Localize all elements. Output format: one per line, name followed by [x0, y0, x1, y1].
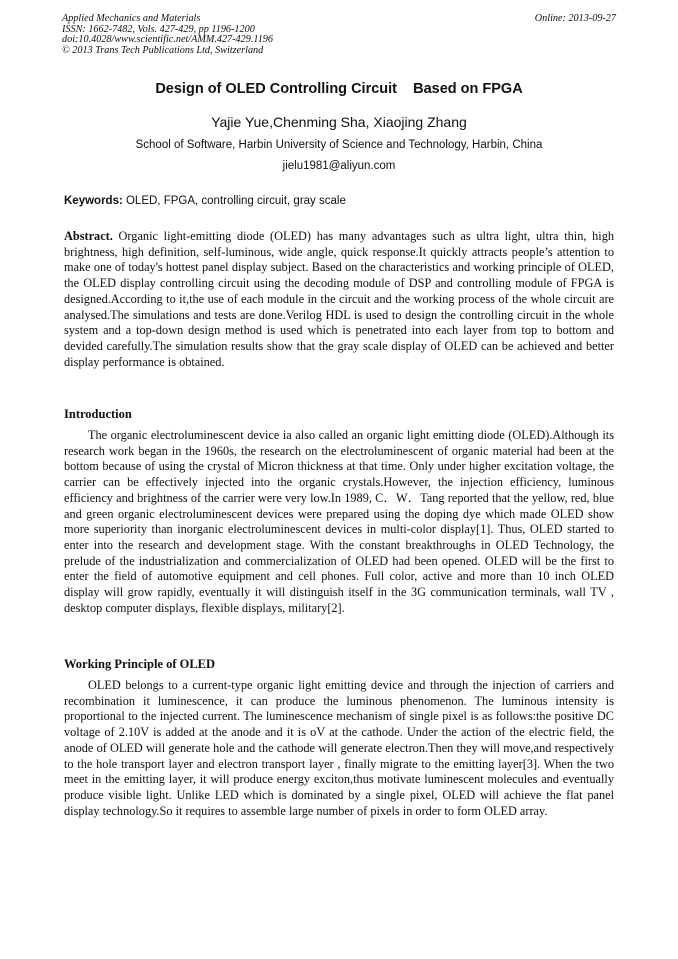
paper-affiliation: School of Software, Harbin University of Science and Technology, Harbin, China	[135, 139, 543, 151]
doi-line: doi:10.4028/www.scientific.net/AMM.427-429.1196	[62, 34, 273, 46]
paper-authors: Yajie Yue,Chenming Sha, Xiaojing Zhang	[211, 114, 467, 130]
section-paragraph-introduction: The organic electroluminescent device ia also called an organic light emitting diode (OLED).Although its research work began in the 1960s, the research on the electroluminescent of organic material had been at the bottom because of using the crystal of Micron thickness at that time. Only under higher excitation voltage, the carrier can be effectively injected into the organic crystals.However, the injection efficiency, luminous efficiency and brightness of the carrier were very low.In 1989, C．W．Tang reported that the yellow, red, blue and green organic electroluminescent devices were prepared using the doping dye which made OLED show more superiority than inorganic electroluminescent devices in multi-color display[1]. Thus, OLED started to enter into the research and development stage. With the constant breakthroughs in OLED Technology, the prelude of the industrialization and commercialization of OLED had been opened. OLED will be the first to enter the field of automotive equipment and cell phones. Full color, active and more than 10 inch OLED display will grow rapidly, eventually it will distinguish itself in the 3G communication terminals, wall TV , desktop computer displays, flexible displays, military[2].	[64, 428, 614, 615]
author-email: jielu1981@aliyun.com	[282, 160, 396, 172]
online-date: Online: 2013-09-27	[534, 13, 616, 24]
section-heading-working-principle: Working Principle of OLED	[64, 657, 216, 671]
keywords	[64, 195, 614, 207]
keywords-text: OLED, FPGA, controlling circuit, gray scale	[122, 195, 346, 207]
copyright-line: © 2013 Trans Tech Publications Ltd, Switzerland	[62, 44, 264, 56]
section-heading-introduction: Introduction	[64, 407, 132, 421]
journal-name: Applied Mechanics and Materials	[62, 13, 201, 24]
abstract-label: Abstract.	[64, 229, 113, 243]
abstract-text: Organic light-emitting diode (OLED) has many advantages such as ultra light, ultra thin, high brightness, high definition, self-luminous, wide angle, quick response.It quickly attracts people’s attention to make one of today's hottest panel display subject. Based on the characteristics and working principle of OLED, the OLED display controlling circuit using the decoding module of DSP and controlling module of FPGA is designed.According to it,the use of each module in the circuit and the working process of the whole circuit are analysed.The simulations and tests are done.Verilog HDL is used to design the controlling circuit in the whole system and a top-down design method is used which is penetrated into each layer from top to bottom and devided carefully.The simulation results show that the gray scale display of OLED can be achieved and better display performance is obtained.	[64, 229, 614, 369]
keywords-label: Keywords:	[64, 195, 123, 207]
abstract	[64, 229, 614, 370]
issn-line: ISSN: 1662-7482, Vols. 427-429, pp 1196-1200	[62, 23, 255, 35]
journal-header	[62, 14, 616, 56]
paper-title: Design of OLED Controlling Circuit Based on FPGA	[155, 81, 523, 97]
section-paragraph-working-principle: OLED belongs to a current-type organic light emitting device and through the injection of carriers and recombination it luminescence, it can produce the luminous phenomenon. The luminous intensity is proportional to the injected current. The luminescence mechanism of single pixel is as follows:the positive DC voltage of 2.10V is added at the anode and it is oV at the cathode. Under the action of the electric field, the anode of OLED will generate hole and the cathode will generate electron.Then they will move,and respectively to the hole transport layer and electron transport layer , finally migrate to the emitting layer[3]. When the two meet in the emitting layer, it will produce energy exciton,thus motivate luminescent molecules and eventually produce visible light. Unlike LED which is dominated by a single pixel, OLED will achieve the flat panel display technology.So it requires to assemble large number of pixels in order to form OLED array.	[64, 678, 614, 818]
